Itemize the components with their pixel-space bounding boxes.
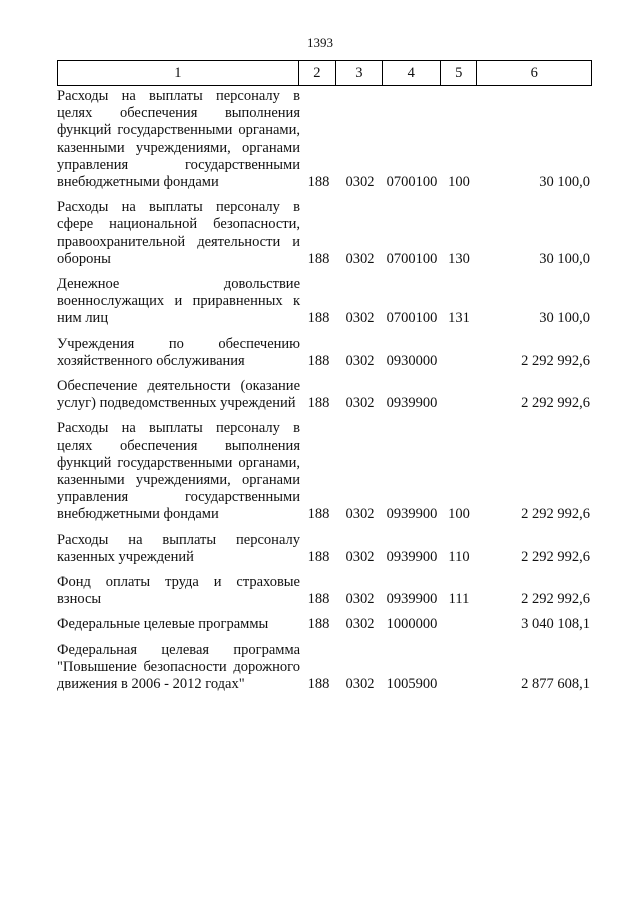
table-row xyxy=(57,616,592,633)
row-code-2: 188 xyxy=(307,676,330,693)
header-col-6: 6 xyxy=(477,61,592,86)
row-code-3: 0302 xyxy=(345,616,375,633)
table-row xyxy=(57,532,592,566)
table-body xyxy=(57,88,592,701)
row-code-4: 0939900 xyxy=(386,506,438,523)
row-code-4: 1000000 xyxy=(386,616,438,633)
row-code-5: 100 xyxy=(448,174,470,191)
row-code-2: 188 xyxy=(307,310,330,327)
header-col-4: 4 xyxy=(382,61,440,86)
row-amount: 30 100,0 xyxy=(539,250,590,267)
row-code-4: 0700100 xyxy=(386,174,438,191)
row-amount: 30 100,0 xyxy=(539,174,590,191)
row-amount: 2 292 992,6 xyxy=(521,591,590,608)
row-code-4: 0930000 xyxy=(386,352,438,369)
table-row xyxy=(57,199,592,268)
row-code-3: 0302 xyxy=(345,548,375,565)
header-col-5: 5 xyxy=(440,61,477,86)
row-code-4: 0700100 xyxy=(386,310,438,327)
row-code-3: 0302 xyxy=(345,250,375,267)
row-amount: 3 040 108,1 xyxy=(521,616,590,633)
row-code-4: 1005900 xyxy=(386,676,438,693)
row-code-4: 0939900 xyxy=(386,591,438,608)
row-code-5: 111 xyxy=(448,591,470,608)
row-amount: 30 100,0 xyxy=(539,310,590,327)
row-amount: 2 292 992,6 xyxy=(521,548,590,565)
row-name: Расходы на выплаты персоналу в целях обеспечения выполнения функций государственными органами, казенными учреждениями, органами управления государственными внебюджетными фондами xyxy=(57,420,300,523)
row-code-3: 0302 xyxy=(345,591,375,608)
row-code-4: 0700100 xyxy=(386,250,438,267)
table-row xyxy=(57,642,592,694)
header-col-3: 3 xyxy=(336,61,382,86)
row-code-2: 188 xyxy=(307,395,330,412)
row-name: Федеральные целевые программы xyxy=(57,616,269,633)
row-code-3: 0302 xyxy=(345,506,375,523)
row-code-3: 0302 xyxy=(345,352,375,369)
row-amount: 2 877 608,1 xyxy=(521,676,590,693)
row-code-5: 131 xyxy=(448,310,470,327)
table-header xyxy=(57,60,592,86)
row-code-5: 100 xyxy=(448,506,470,523)
row-code-3: 0302 xyxy=(345,174,375,191)
table-row xyxy=(57,276,592,328)
row-name: Учреждения по обеспечению хозяйственного обслуживания xyxy=(57,335,300,369)
table-row xyxy=(57,574,592,608)
row-name: Обеспечение деятельности (оказание услуг) подведомственных учреждений xyxy=(57,378,300,412)
row-code-4: 0939900 xyxy=(386,548,438,565)
row-name: Расходы на выплаты персоналу в целях обеспечения выполнения функций государственными органами, казенными учреждениями, органами управления государственными внебюджетными фондами xyxy=(57,88,300,191)
row-code-2: 188 xyxy=(307,250,330,267)
row-code-2: 188 xyxy=(307,174,330,191)
row-amount: 2 292 992,6 xyxy=(521,506,590,523)
row-name: Денежное довольствие военнослужащих и приравненных к ним лиц xyxy=(57,276,300,327)
row-code-5: 110 xyxy=(448,548,470,565)
row-code-4: 0939900 xyxy=(386,395,438,412)
row-code-5: 130 xyxy=(448,250,470,267)
row-code-2: 188 xyxy=(307,591,330,608)
row-code-2: 188 xyxy=(307,548,330,565)
row-name: Фонд оплаты труда и страховые взносы xyxy=(57,574,300,608)
row-amount: 2 292 992,6 xyxy=(521,395,590,412)
row-code-3: 0302 xyxy=(345,676,375,693)
page-number: 1393 xyxy=(307,35,333,50)
row-code-2: 188 xyxy=(307,352,330,369)
table-row xyxy=(57,88,592,191)
row-code-2: 188 xyxy=(307,506,330,523)
table-row xyxy=(57,420,592,523)
row-name: Расходы на выплаты персоналу в сфере национальной безопасности, правоохранительной деятельности и обороны xyxy=(57,199,300,267)
row-name: Федеральная целевая программа "Повышение безопасности дорожного движения в 2006 - 2012 годах" xyxy=(57,641,300,693)
row-code-3: 0302 xyxy=(345,395,375,412)
table-row xyxy=(57,336,592,370)
row-amount: 2 292 992,6 xyxy=(521,352,590,369)
row-code-2: 188 xyxy=(307,616,330,633)
table-row xyxy=(57,378,592,412)
header-col-2: 2 xyxy=(298,61,336,86)
header-col-1: 1 xyxy=(58,61,299,86)
row-code-3: 0302 xyxy=(345,310,375,327)
row-name: Расходы на выплаты персоналу казенных учреждений xyxy=(57,531,300,565)
